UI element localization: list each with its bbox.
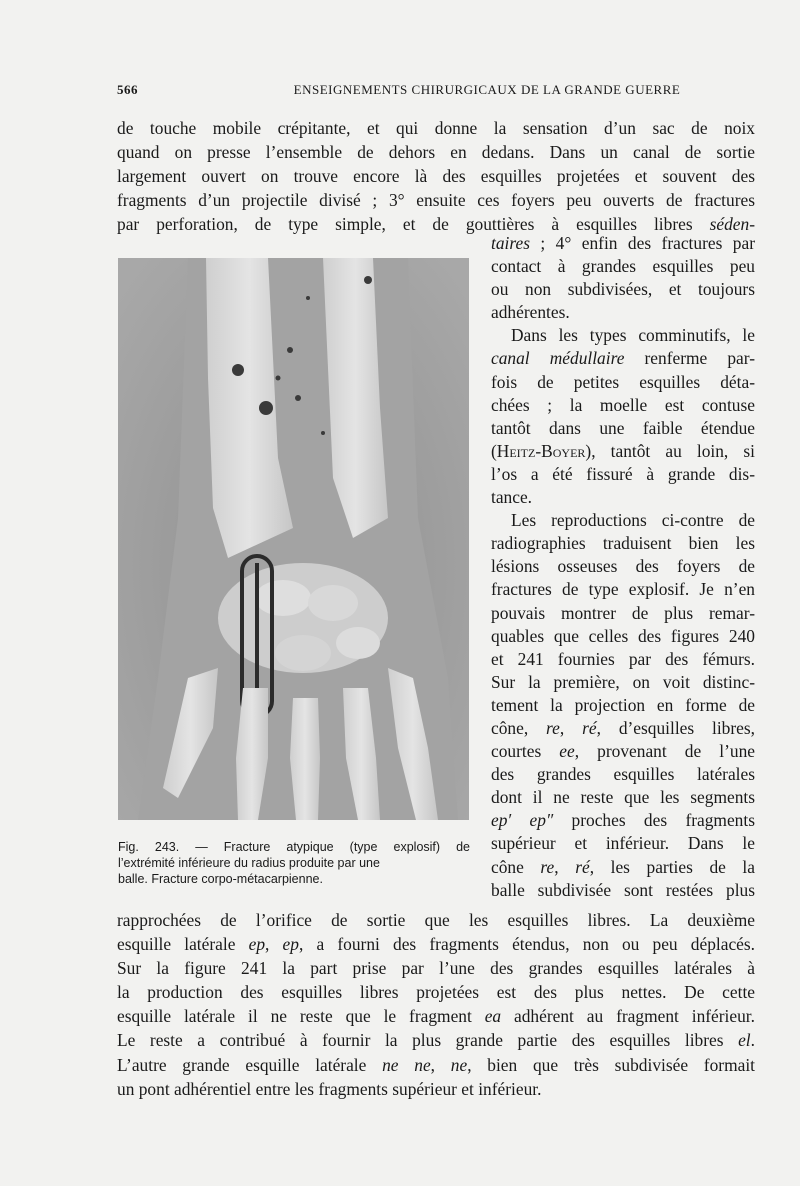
- text-line: L’autre grande esquille latérale ne ne, ne, bien que très subdivisée formait: [117, 1054, 755, 1075]
- caption-line: Fig. 243. — Fracture atypique (type explosif) de: [118, 840, 470, 854]
- page-number: 566: [117, 82, 138, 97]
- text-line: taires ; 4° enfin des fractures par: [491, 233, 755, 253]
- text-line: rapprochées de l’orifice de sortie que les esquilles libres. La deuxième: [117, 910, 755, 930]
- bottom-paragraph: [117, 908, 755, 1101]
- text-line: Sur la première, on voit distinc-: [491, 671, 755, 692]
- text-line: ou non subdivisées, et toujours: [491, 279, 755, 300]
- running-head: [117, 82, 755, 102]
- text-line: largement ouvert on trouve encore là des esquilles projetées et souvent des: [117, 166, 755, 187]
- text-line: esquille latérale ep, ep, a fourni des fragments étendus, non ou peu déplacés.: [117, 934, 755, 955]
- text-line: quables que celles des figures 240: [491, 625, 755, 646]
- xray-figure: [118, 258, 469, 820]
- text-line: chées ; la moelle est contuse: [491, 394, 755, 415]
- text-line: Les reproductions ci-contre de: [511, 510, 755, 531]
- text-line: quand on presse l’ensemble de dehors en dedans. Dans un canal de sortie: [117, 142, 755, 163]
- text-line: Dans les types comminutifs, le: [511, 325, 755, 346]
- text-line: l’os a été fissuré à grande dis-: [491, 463, 755, 484]
- caption-line: l’extrémité inférieure du radius produite par une: [118, 856, 380, 870]
- text-line: de touche mobile crépitante, et qui donne la sensation d’un sac de noix: [117, 118, 755, 138]
- text-line: tantôt dans une faible étendue: [491, 417, 755, 438]
- text-line: courtes ee, provenant de l’une: [491, 741, 755, 762]
- text-line: tement la projection en forme de: [491, 694, 755, 715]
- text-line: (Heitz-Boyer), tantôt au loin, si: [491, 440, 755, 461]
- text-line: Sur la figure 241 la part prise par l’une des grandes esquilles latérales à: [117, 958, 755, 979]
- text-line: pouvais montrer de plus remar-: [491, 602, 755, 623]
- text-line: esquille latérale il ne reste que le fragment ea adhérent au fragment inférieur.: [117, 1006, 755, 1027]
- text-line: cône, re, ré, d’esquilles libres,: [491, 717, 756, 738]
- text-line: un pont adhérentiel entre les fragments supérieur et inférieur.: [117, 1078, 542, 1099]
- text-line: cône re, ré, les parties de la: [491, 856, 755, 877]
- text-line: canal médullaire renferme par-: [491, 348, 755, 369]
- text-line: la production des esquilles libres projetées est des plus nettes. De cette: [117, 982, 755, 1003]
- running-title: ENSEIGNEMENTS CHIRURGICAUX DE LA GRANDE GUERRE: [293, 82, 681, 97]
- text-line: par perforation, de type simple, et de gouttières à esquilles libres séden-: [117, 214, 755, 235]
- text-line: des grandes esquilles latérales: [491, 764, 755, 785]
- text-line: fragments d’un projectile divisé ; 3° ensuite ces foyers peu ouverts de fractures: [117, 190, 755, 211]
- author-name: Heitz-Boyer: [496, 440, 586, 461]
- text-line: balle subdivisée sont restées plus: [491, 879, 755, 900]
- text-line: contact à grandes esquilles peu: [491, 256, 755, 277]
- text-line: adhérentes.: [491, 302, 570, 323]
- text-line: ep′ ep″ proches des fragments: [491, 810, 755, 831]
- text-line: lésions osseuses des foyers de: [491, 556, 755, 577]
- top-paragraph: [117, 116, 755, 236]
- text-line: supérieur et inférieur. Dans le: [491, 833, 755, 854]
- caption-line: balle. Fracture corpo-métacarpienne.: [118, 872, 323, 886]
- figure-caption: [118, 839, 470, 887]
- text-line: tance.: [491, 487, 533, 508]
- right-column: [491, 232, 755, 902]
- xray-image: [118, 258, 469, 820]
- text-line: radiographies traduisent bien les: [491, 533, 755, 554]
- text-line: et 241 fournies par des fémurs.: [491, 648, 755, 669]
- text-line: fractures de type explosif. Je n’en: [491, 579, 755, 600]
- text-line: dont il ne reste que les segments: [491, 787, 755, 808]
- text-line: fois de petites esquilles déta-: [491, 371, 755, 392]
- text-line: Le reste a contribué à fournir la plus grande partie des esquilles libres el.: [117, 1030, 755, 1051]
